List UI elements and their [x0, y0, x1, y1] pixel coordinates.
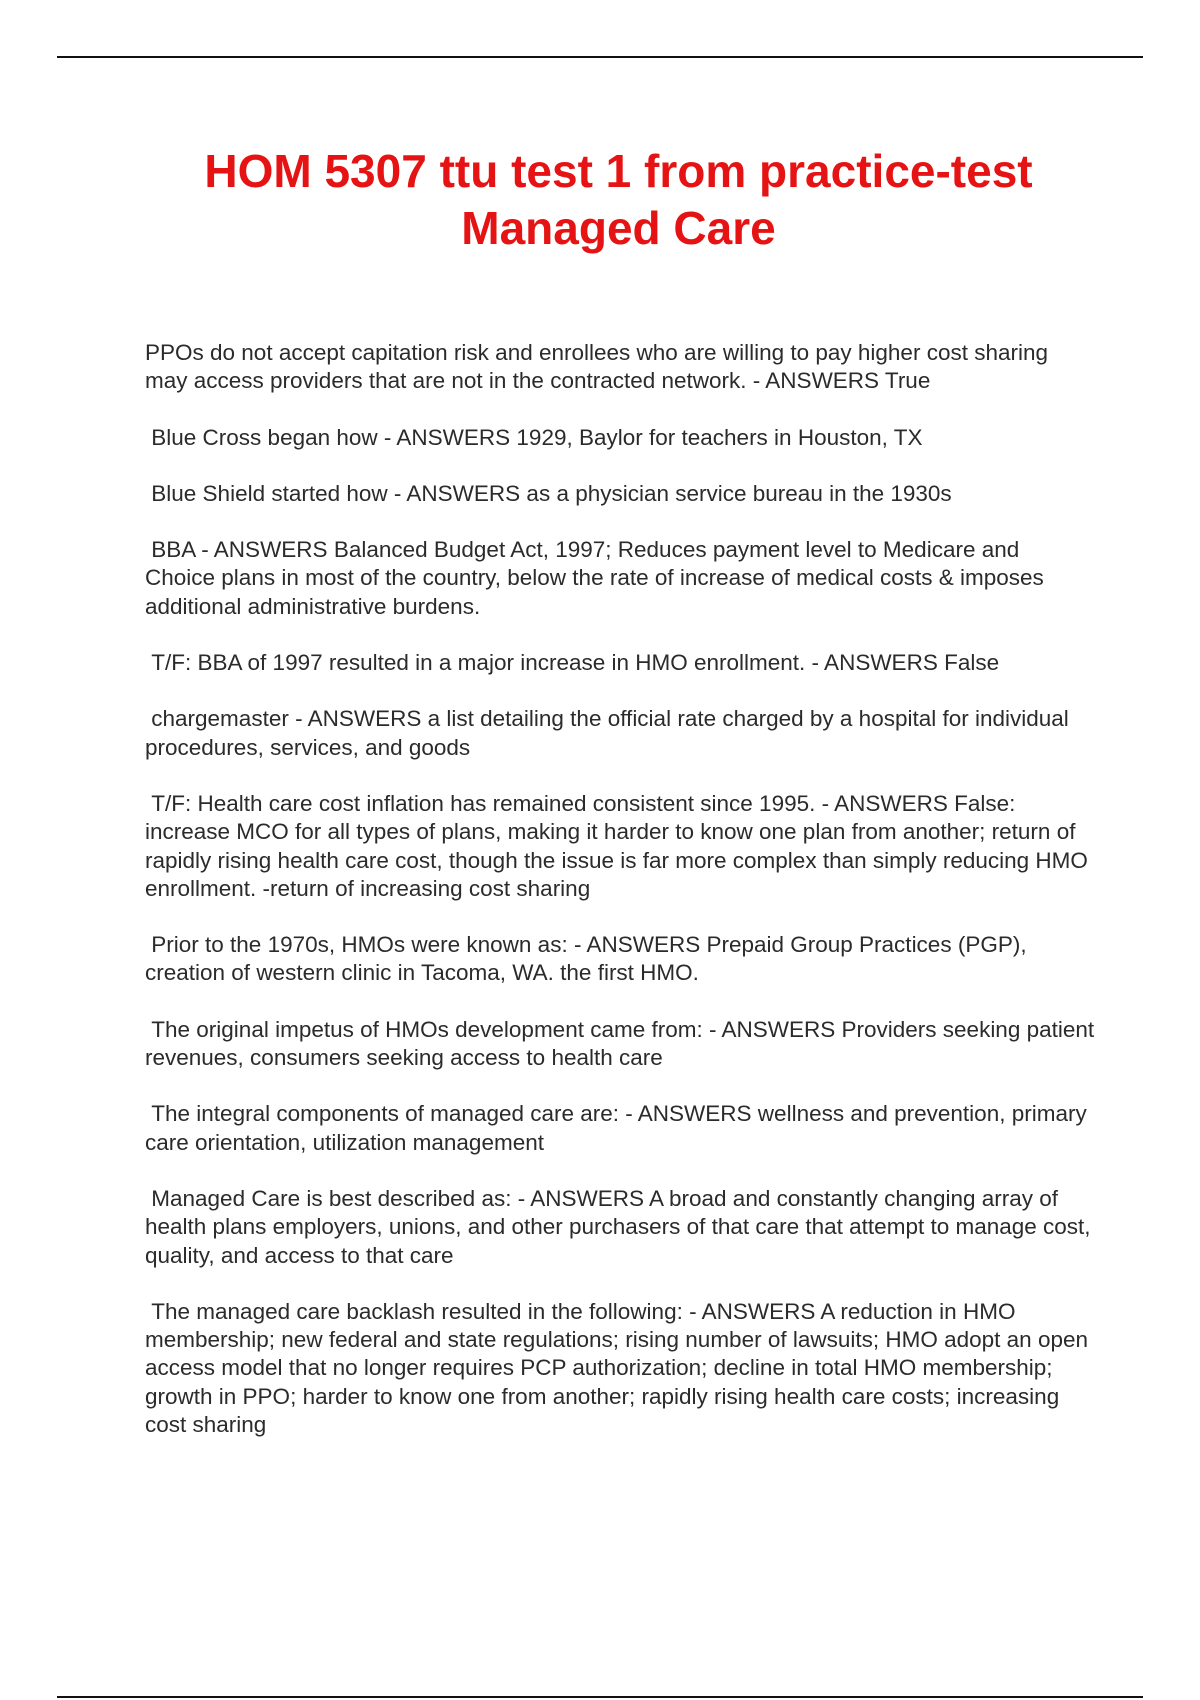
qa-entry: T/F: BBA of 1997 resulted in a major increase in HMO enrollment. - ANSWERS False: [145, 650, 1000, 676]
qa-entry: chargemaster - ANSWERS a list detailing the official rate charged by a hospital for individual procedures, services, and goods: [145, 706, 1076, 760]
title-line-1: HOM 5307 ttu test 1 from practice-test: [204, 145, 1033, 197]
qa-entry: Managed Care is best described as: - ANSWERS A broad and constantly changing array of health plans employers, unions, and other purchasers of that care that attempt to manage cost, quality, and access to that care: [145, 1185, 1097, 1268]
qa-entry: Blue Shield started how - ANSWERS as a physician service bureau in the 1930s: [145, 480, 952, 506]
title-line-2: Managed Care: [461, 202, 776, 254]
qa-entry: The integral components of managed care are: - ANSWERS wellness and prevention, primary care orientation, utilization management: [145, 1101, 1093, 1155]
qa-list: [145, 339, 1101, 1467]
qa-entry: Blue Cross began how - ANSWERS 1929, Baylor for teachers in Houston, TX: [145, 424, 923, 450]
qa-entry: Prior to the 1970s, HMOs were known as: - ANSWERS Prepaid Group Practices (PGP), creation of western clinic in Tacoma, WA. the first HMO.: [145, 932, 1033, 986]
qa-entry: BBA - ANSWERS Balanced Budget Act, 1997; Reduces payment level to Medicare and Choice plans in most of the country, below the rate of increase of medical costs & imposes additional administrative burdens.: [145, 537, 1051, 619]
page-title: [0, 143, 1200, 257]
qa-entry: The managed care backlash resulted in the following: - ANSWERS A reduction in HMO membership; new federal and state regulations; rising number of lawsuits; HMO adopt an open access model that no longer requires PCP authorization; decline in total HMO membership; growth in PPO; harder to know one from another; rapidly rising health care costs; increasing cost sharing: [145, 1298, 1095, 1438]
qa-entry: T/F: Health care cost inflation has remained consistent since 1995. - ANSWERS False: increase MCO for all types of plans, making it harder to know one plan from another; return of rapidly rising health care cost, though the issue is far more complex than simply reducing HMO enrollment. -return of increasing cost sharing: [145, 790, 1095, 901]
top-divider: [57, 56, 1143, 58]
bottom-divider: [57, 1696, 1143, 1698]
qa-entry: The original impetus of HMOs development came from: - ANSWERS Providers seeking patient revenues, consumers seeking access to health care: [145, 1016, 1101, 1071]
qa-entry: PPOs do not accept capitation risk and enrollees who are willing to pay higher cost sharing may access providers that are not in the contracted network. - ANSWERS True: [145, 340, 1055, 394]
